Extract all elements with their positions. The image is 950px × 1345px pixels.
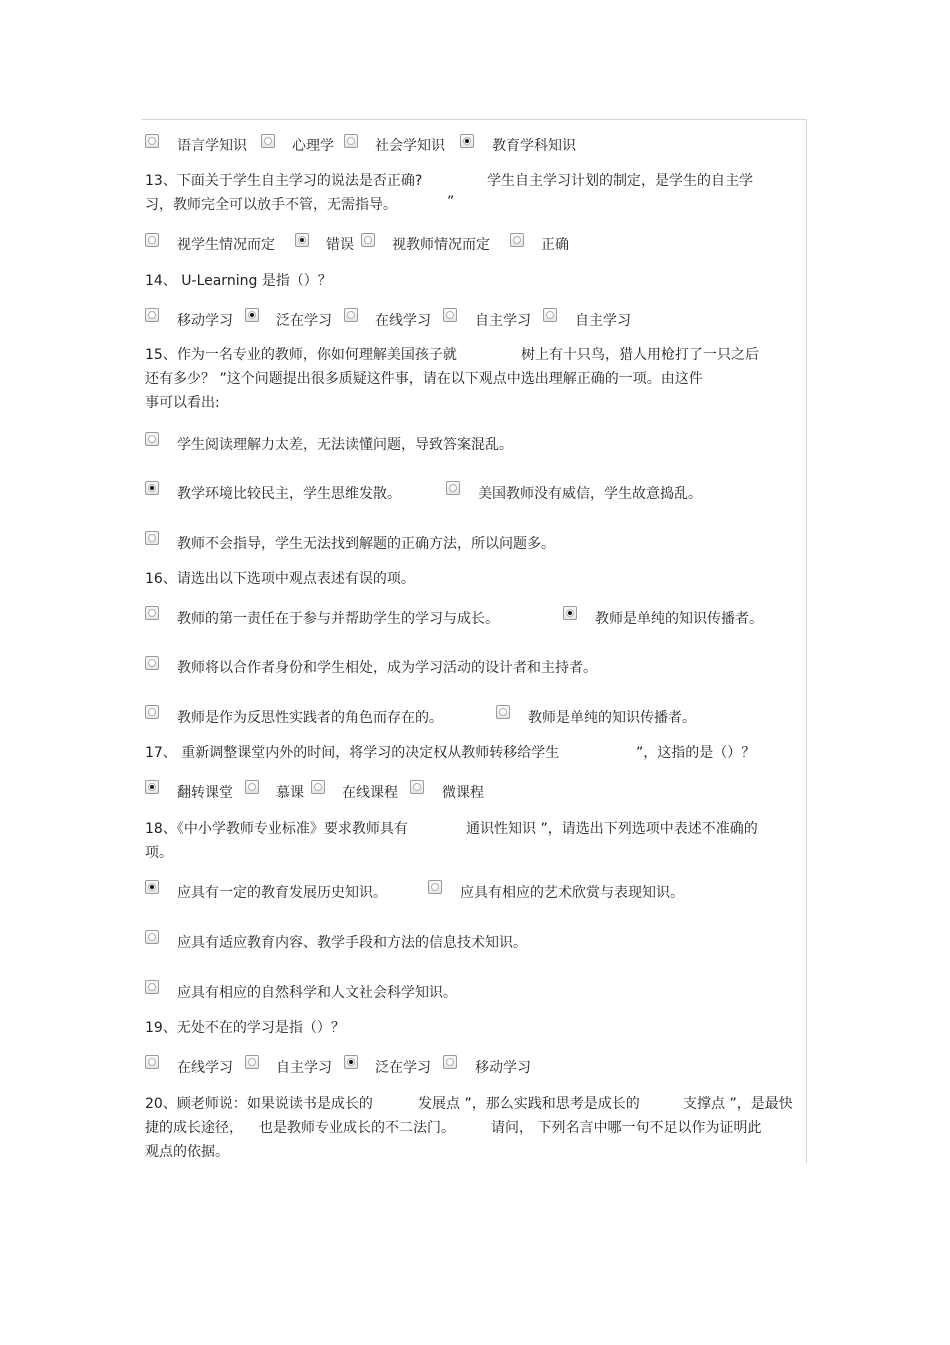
q19-option-1-label: 在线学习 [177, 1060, 233, 1076]
q17-text-line1a: 17、 重新调整课堂内外的时间，将学习的决定权从教师转移给学生 [145, 745, 560, 761]
q17-option-2-radio[interactable] [245, 780, 259, 794]
q14-option-2-label: 泛在学习 [276, 313, 332, 329]
q14-option-3-radio[interactable] [344, 308, 358, 322]
q14-option-2-radio[interactable] [245, 308, 259, 322]
q19-text: 19、无处不在的学习是指（）？ [145, 1020, 345, 1036]
q17-option-1-radio[interactable] [145, 780, 159, 794]
q20-text-line2c: 请问， 下列名言中哪一句不足以作为证明此 [491, 1120, 762, 1136]
q19-option-2-radio[interactable] [245, 1055, 259, 1069]
q18-option-3-radio[interactable] [145, 930, 159, 944]
q16-option-3-label: 教师将以合作者身份和学生相处，成为学习活动的设计者和主持者。 [177, 660, 597, 676]
q19-option-3-radio[interactable] [344, 1055, 358, 1069]
q19-option-3-label: 泛在学习 [375, 1060, 431, 1076]
q13-option-2-label: 错误 [326, 237, 354, 253]
q19-option-2-label: 自主学习 [276, 1060, 332, 1076]
q19-option-4-radio[interactable] [443, 1055, 457, 1069]
q16-option-3-radio[interactable] [145, 656, 159, 670]
q12-option-1-radio[interactable] [145, 134, 159, 148]
q16-option-4-label: 教师是作为反思性实践者的角色而存在的。 [177, 710, 443, 726]
q12-option-2-radio[interactable] [261, 134, 275, 148]
q18-option-2-radio[interactable] [428, 880, 442, 894]
q15-text-line2: 还有多少？ ”这个问题提出很多质疑这件事，请在以下观点中选出理解正确的一项。由这件 [145, 371, 703, 387]
q20-text-line1c: 支撑点 ”，是最快 [683, 1096, 793, 1112]
q18-option-2-label: 应具有相应的艺术欣赏与表现知识。 [460, 885, 684, 901]
q15-option-1-radio[interactable] [145, 432, 159, 446]
q12-option-1-label: 语言学知识 [177, 138, 247, 154]
q16-option-1-label: 教师的第一责任在于参与并帮助学生的学习与成长。 [177, 611, 499, 627]
q14-option-3-label: 在线学习 [375, 313, 431, 329]
q14-option-4-label: 自主学习 [475, 313, 531, 329]
q13-text-line1a: 13、下面关于学生自主学习的说法是否正确? [145, 173, 423, 189]
q14-option-4-radio[interactable] [443, 308, 457, 322]
q13-text-line1b: 学生自主学习计划的制定，是学生的自主学 [487, 173, 753, 189]
q20-text-line1a: 20、顾老师说：如果说读书是成长的 [145, 1096, 373, 1112]
q15-option-4-radio[interactable] [145, 531, 159, 545]
q20-text-line1b: 发展点 ”，那么实践和思考是成长的 [418, 1096, 640, 1112]
q13-option-4-radio[interactable] [510, 233, 524, 247]
q14-option-5-label: 自主学习 [575, 313, 631, 329]
q16-option-4-radio[interactable] [145, 705, 159, 719]
q15-text-line1b: 树上有十只鸟，猎人用枪打了一只之后 [521, 347, 759, 363]
q14-option-1-label: 移动学习 [177, 313, 233, 329]
q15-text-line1a: 15、作为一名专业的教师，你如何理解美国孩子就 [145, 347, 457, 363]
q20-text-line3: 观点的依据。 [145, 1144, 229, 1160]
q12-option-3-radio[interactable] [344, 134, 358, 148]
q15-text-line3: 事可以看出: [145, 395, 220, 411]
q17-option-3-radio[interactable] [311, 780, 325, 794]
q13-option-4-label: 正确 [541, 237, 569, 253]
q13-option-1-label: 视学生情况而定 [177, 237, 275, 253]
q16-option-1-radio[interactable] [145, 606, 159, 620]
q16-option-5-label: 教师是单纯的知识传播者。 [528, 710, 696, 726]
q12-option-2-label: 心理学 [292, 138, 334, 154]
q17-option-4-radio[interactable] [410, 780, 424, 794]
q20-text-line2a: 捷的成长途径， [145, 1120, 243, 1136]
q17-option-3-label: 在线课程 [342, 785, 398, 801]
q18-option-4-label: 应具有相应的自然科学和人文社会科学知识。 [177, 985, 457, 1001]
q18-text-line2: 项。 [145, 845, 173, 861]
q18-text-line1b: 通识性知识 ”，请选出下列选项中表述不准确的 [466, 821, 758, 837]
q15-option-1-label: 学生阅读理解力太差，无法读懂问题，导致答案混乱。 [177, 437, 513, 453]
q14-text: 14、 U-Learning 是指（）？ [145, 273, 332, 289]
q13-text-line2b: ” [447, 194, 455, 210]
q13-option-1-radio[interactable] [145, 233, 159, 247]
q17-text-line1b: ”，这指的是（）？ [636, 745, 756, 761]
q18-option-1-radio[interactable] [145, 880, 159, 894]
q18-option-4-radio[interactable] [145, 980, 159, 994]
q17-option-4-label: 微课程 [442, 785, 484, 801]
q15-option-2-label: 教学环境比较民主，学生思维发散。 [177, 486, 401, 502]
q18-text-line1a: 18、《中小学教师专业标准》要求教师具有 [145, 821, 408, 837]
q15-option-4-label: 教师不会指导，学生无法找到解题的正确方法，所以问题多。 [177, 536, 555, 552]
q17-option-2-label: 慕课 [276, 785, 304, 801]
q18-option-1-label: 应具有一定的教育发展历史知识。 [177, 885, 387, 901]
q16-option-5-radio[interactable] [496, 705, 510, 719]
q16-option-2-label: 教师是单纯的知识传播者。 [595, 611, 763, 627]
q13-option-3-radio[interactable] [361, 233, 375, 247]
q13-option-2-radio[interactable] [295, 233, 309, 247]
q16-option-2-radio[interactable] [563, 606, 577, 620]
q17-option-1-label: 翻转课堂 [177, 785, 233, 801]
q14-option-5-radio[interactable] [543, 308, 557, 322]
q15-option-2-radio[interactable] [145, 481, 159, 495]
q12-option-4-radio[interactable] [460, 134, 474, 148]
q20-text-line2b: 也是教师专业成长的不二法门。 [259, 1120, 455, 1136]
q15-option-3-label: 美国教师没有威信，学生故意捣乱。 [478, 486, 702, 502]
q18-option-3-label: 应具有适应教育内容、教学手段和方法的信息技术知识。 [177, 935, 527, 951]
q16-text: 16、请选出以下选项中观点表述有误的项。 [145, 571, 415, 587]
q19-option-1-radio[interactable] [145, 1055, 159, 1069]
q12-option-4-label: 教育学科知识 [492, 138, 576, 154]
q13-text-line2a: 习，教师完全可以放手不管，无需指导。 [145, 197, 397, 213]
q19-option-4-label: 移动学习 [475, 1060, 531, 1076]
q12-option-3-label: 社会学知识 [375, 138, 445, 154]
q14-option-1-radio[interactable] [145, 308, 159, 322]
q15-option-3-radio[interactable] [446, 481, 460, 495]
q13-option-3-label: 视教师情况而定 [392, 237, 490, 253]
